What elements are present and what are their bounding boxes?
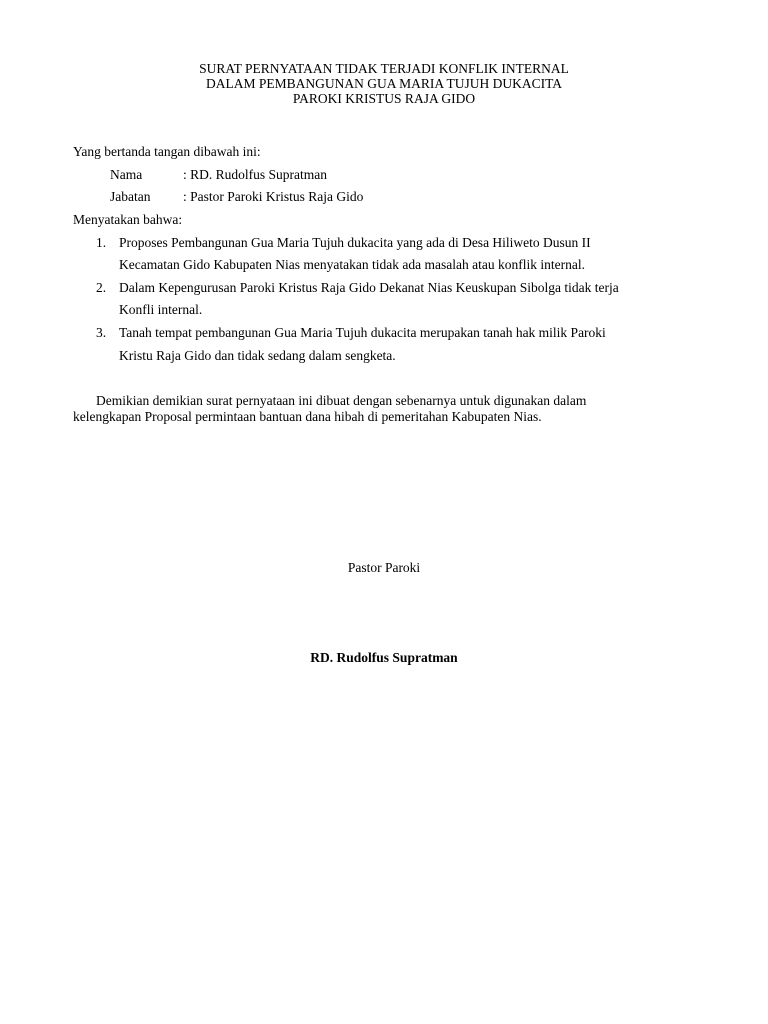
list-item-line: Dalam Kepengurusan Paroki Kristus Raja Gido Dekanat Nias Keuskupan Sibolga tidak terja: [119, 280, 619, 295]
closing-line-2: kelengkapan Proposal permintaan bantuan dana hibah di pemeritahan Kabupaten Nias.: [73, 409, 542, 424]
title-line-1: SURAT PERNYATAAN TIDAK TERJADI KONFLIK INTERNAL: [199, 61, 569, 76]
nama-value: : RD. Rudolfus Supratman: [183, 167, 327, 182]
title-line-2: DALAM PEMBANGUNAN GUA MARIA TUJUH DUKACITA: [205, 76, 563, 91]
statement-intro: Menyatakan bahwa:: [73, 212, 183, 227]
list-item-line: Proposes Pembangunan Gua Maria Tujuh dukacita yang ada di Desa Hiliweto Dusun II: [119, 235, 591, 250]
list-item-line: Tanah tempat pembangunan Gua Maria Tujuh dukacita merupakan tanah hak milik Paroki: [119, 325, 606, 340]
list-item-number: 3.: [96, 325, 107, 340]
jabatan-label: Jabatan: [110, 189, 151, 204]
nama-label: Nama: [110, 167, 143, 182]
list-item-line: Kecamatan Gido Kabupaten Nias menyatakan tidak ada masalah atau konflik internal.: [119, 257, 585, 272]
intro-text: Yang bertanda tangan dibawah ini:: [73, 144, 261, 159]
list-item-line: Konfli internal.: [119, 302, 203, 317]
jabatan-value: : Pastor Paroki Kristus Raja Gido: [183, 189, 364, 204]
signature-name: RD. Rudolfus Supratman: [310, 650, 458, 665]
list-item-line: Kristu Raja Gido dan tidak sedang dalam sengketa.: [119, 348, 396, 363]
list-item-number: 2.: [96, 280, 107, 295]
list-item-number: 1.: [96, 235, 107, 250]
document-title: [0, 61, 768, 106]
signature-title: Pastor Paroki: [347, 560, 421, 575]
closing-line-1: Demikian demikian surat pernyataan ini dibuat dengan sebenarnya untuk digunakan dalam: [96, 393, 587, 408]
title-line-3: PAROKI KRISTUS RAJA GIDO: [292, 91, 476, 106]
